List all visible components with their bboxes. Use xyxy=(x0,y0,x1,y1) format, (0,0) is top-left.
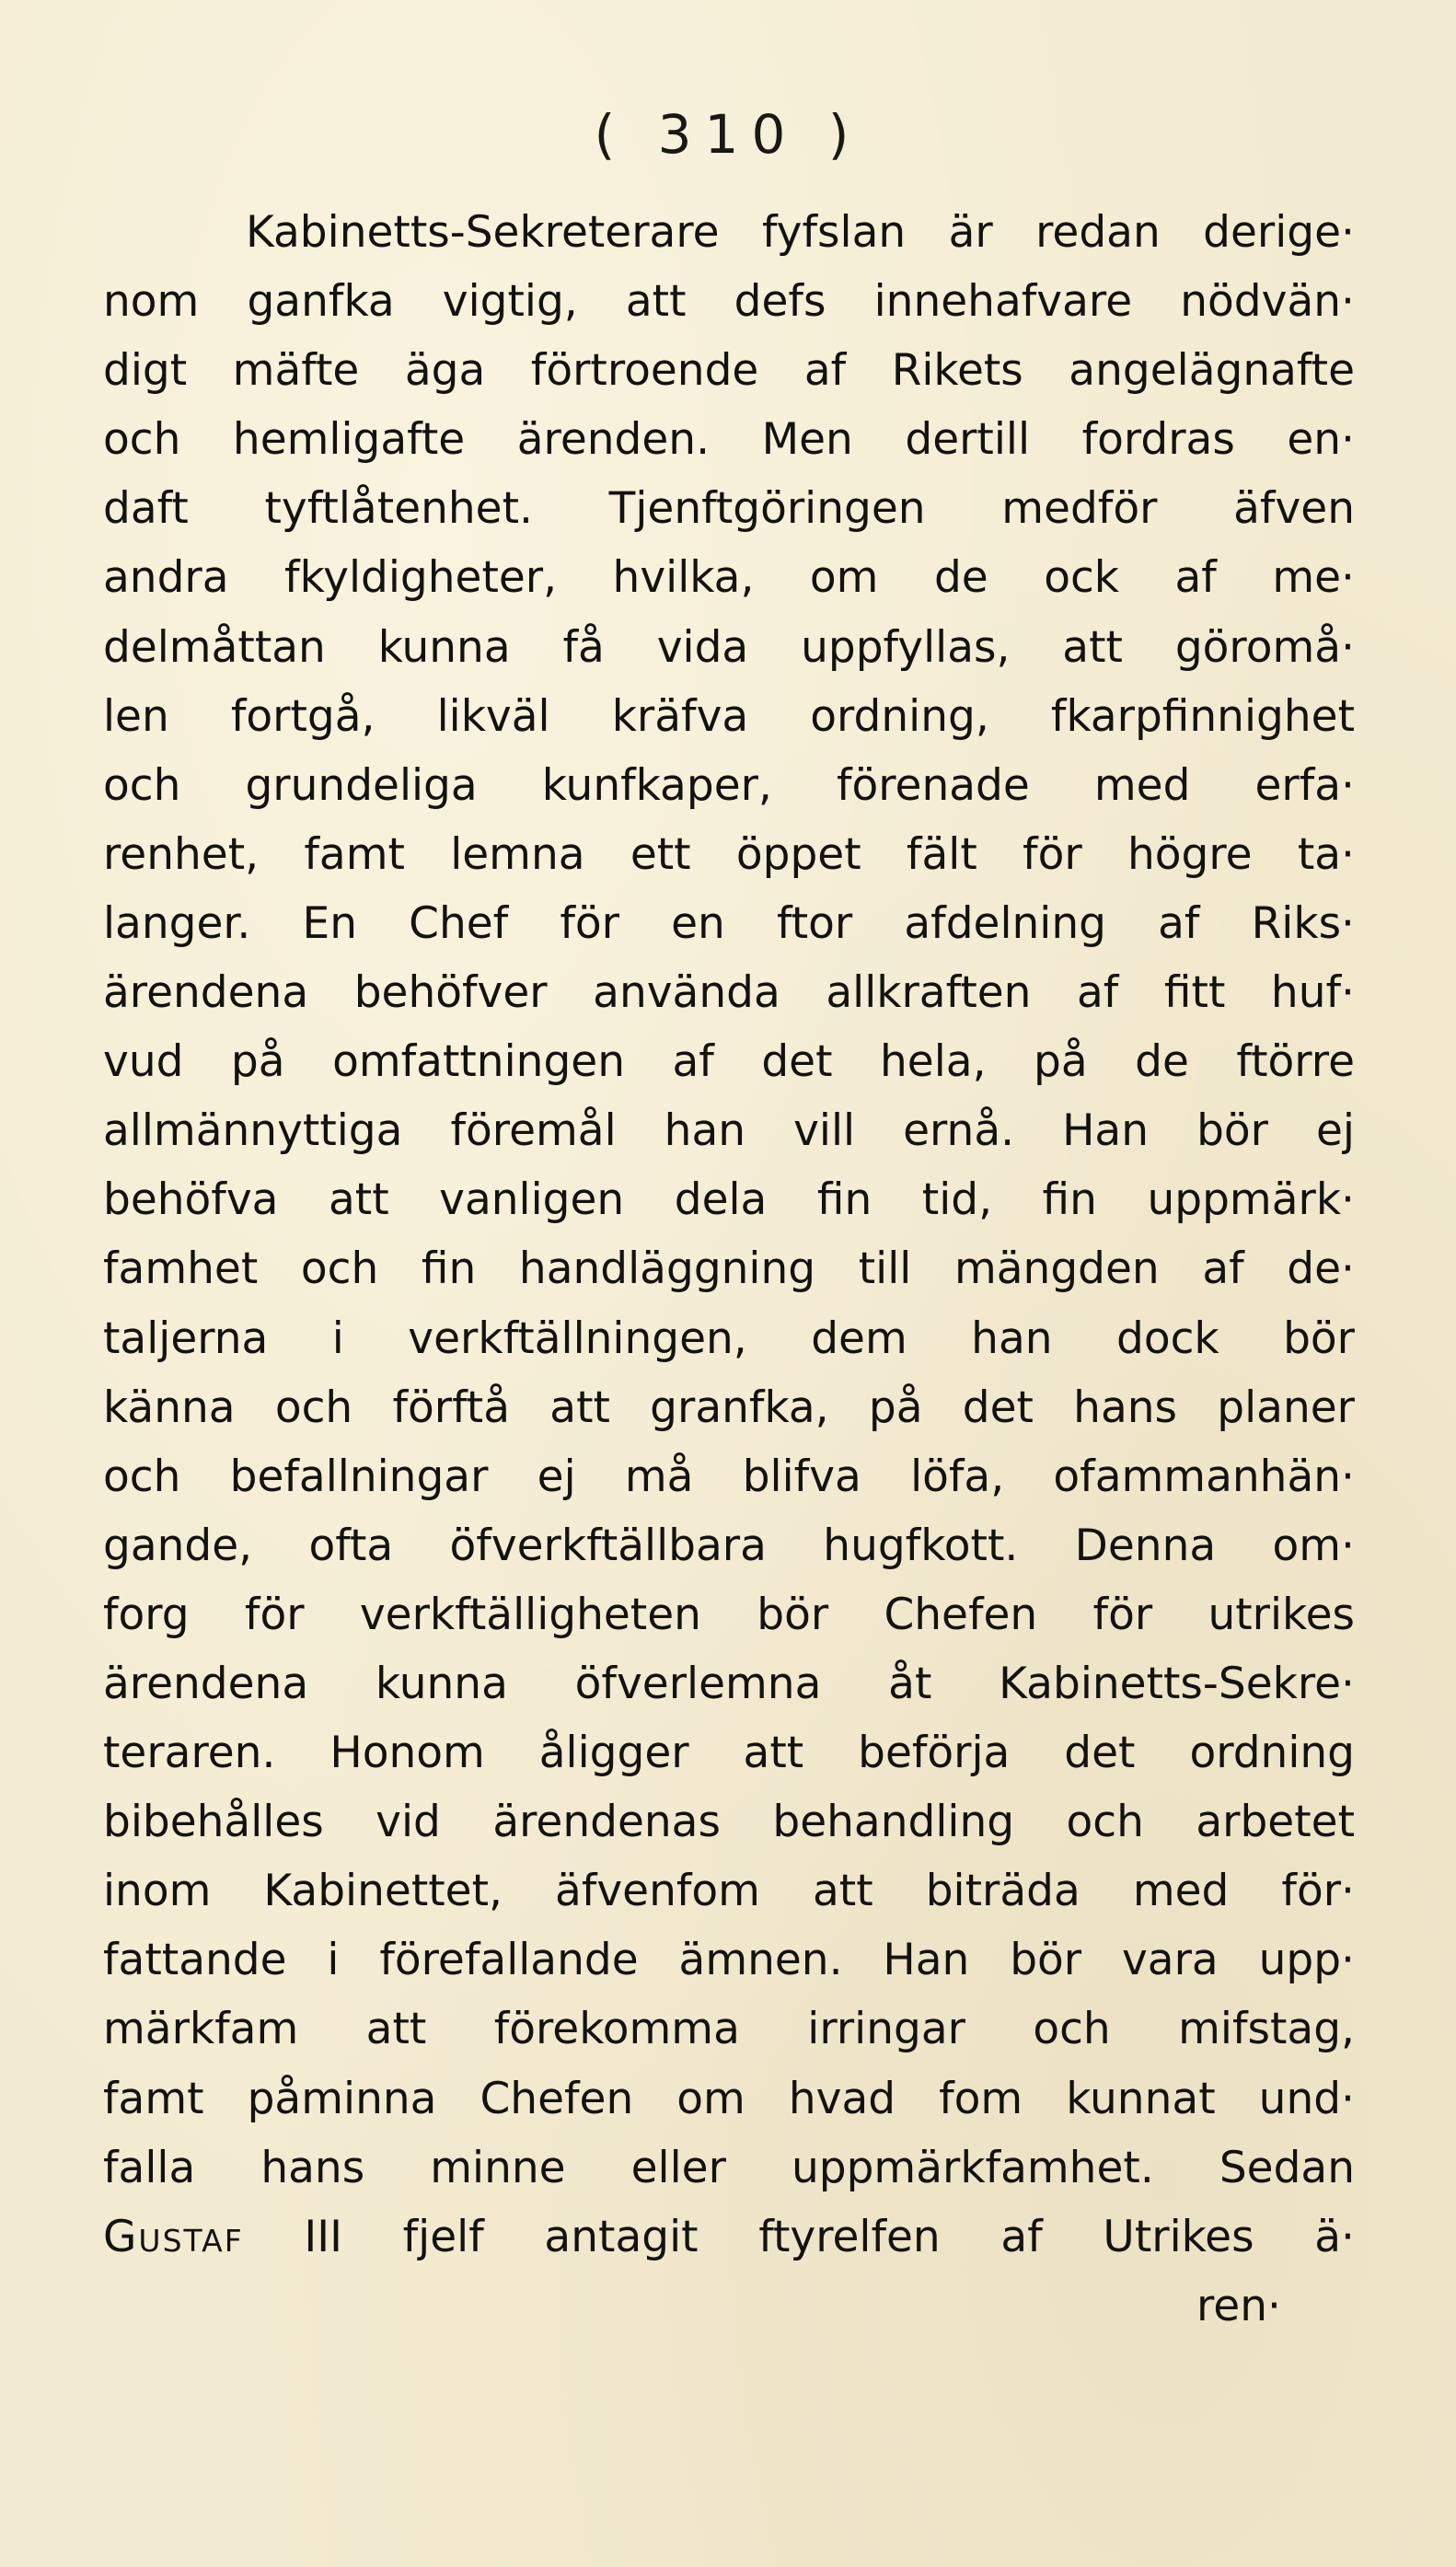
text-line: behöfva att vanligen dela fin tid, fin uppmärk· xyxy=(103,1174,1355,1226)
text-line: famt påminna Chefen om hvad fom kunnat und· xyxy=(103,2073,1355,2124)
text-line: och hemligafte ärenden. Men dertill fordras en· xyxy=(103,414,1355,466)
text-line: märkfam att förekomma irringar och mifstag, xyxy=(103,2004,1355,2055)
text-line: ärendena behöfver använda allkraften af fitt huf· xyxy=(103,967,1355,1019)
text-line: bibehålles vid ärendenas behandling och arbetet xyxy=(103,1797,1355,1848)
text-line: len fortgå, likväl kräfva ordning, fkarpfinnighet xyxy=(103,690,1355,742)
catchword: ren· xyxy=(1196,2280,1281,2331)
text-line: Kabinetts-Sekreterare fyfslan är redan derige· xyxy=(246,207,1355,258)
text-line: langer. En Chef för en ftor afdelning af Riks· xyxy=(103,897,1355,949)
text-line: allmännyttiga föremål han vill ernå. Han bör ej xyxy=(103,1105,1355,1157)
text-line: famhet och fin handläggning till mängden af de· xyxy=(103,1243,1355,1295)
text-line: vud på omfattningen af det hela, på de ftörre xyxy=(103,1036,1355,1088)
text-line: forg för verkftälligheten bör Chefen för utrikes xyxy=(103,1589,1355,1640)
text-line: renhet, famt lemna ett öppet fält för högre ta· xyxy=(103,828,1355,880)
text-line: gande, ofta öfverkftällbara hugfkott. Denna om· xyxy=(103,1520,1355,1571)
text-line: taljerna i verkftällningen, dem han dock bör xyxy=(103,1312,1355,1364)
text-line: andra fkyldigheter, hvilka, om de ock af me· xyxy=(103,552,1355,604)
text-line: känna och förftå att granfka, på det hans planer xyxy=(103,1382,1355,1433)
text-line: nom ganfka vigtig, att defs innehafvare nödvän· xyxy=(103,276,1355,328)
text-line: daft tyftlåtenhet. Tjenftgöringen medför äfven xyxy=(103,483,1355,535)
page-number: ( 310 ) xyxy=(594,103,862,166)
text-line: teraren. Honom åligger att beförja det ordning xyxy=(103,1728,1355,1779)
final-line-rest: III fjelf antagit ftyrelfen af Utrikes ä· xyxy=(243,2211,1355,2262)
text-line: delmåttan kunna få vida uppfyllas, att göromå· xyxy=(103,621,1355,673)
text-line: och grundeliga kunfkaper, förenade med erfa· xyxy=(103,759,1355,811)
text-line: digt mäfte äga förtroende af Rikets angelägnafte xyxy=(103,345,1355,397)
text-line-final xyxy=(103,2203,1355,2272)
text-line: inom Kabinettet, äfvenfom att biträda med för· xyxy=(103,1866,1355,1917)
name-gustaf: Gustaf xyxy=(103,2211,244,2262)
text-line: fattande i förefallande ämnen. Han bör vara upp· xyxy=(103,1935,1355,1986)
text-line: falla hans minne eller uppmärkfamhet. Sedan xyxy=(103,2142,1355,2193)
text-line: ärendena kunna öfverlemna åt Kabinetts-Sekre· xyxy=(103,1658,1355,1709)
text-line: och befallningar ej må blifva löfa, ofammanhän· xyxy=(103,1451,1355,1502)
body-text xyxy=(103,198,1355,2341)
